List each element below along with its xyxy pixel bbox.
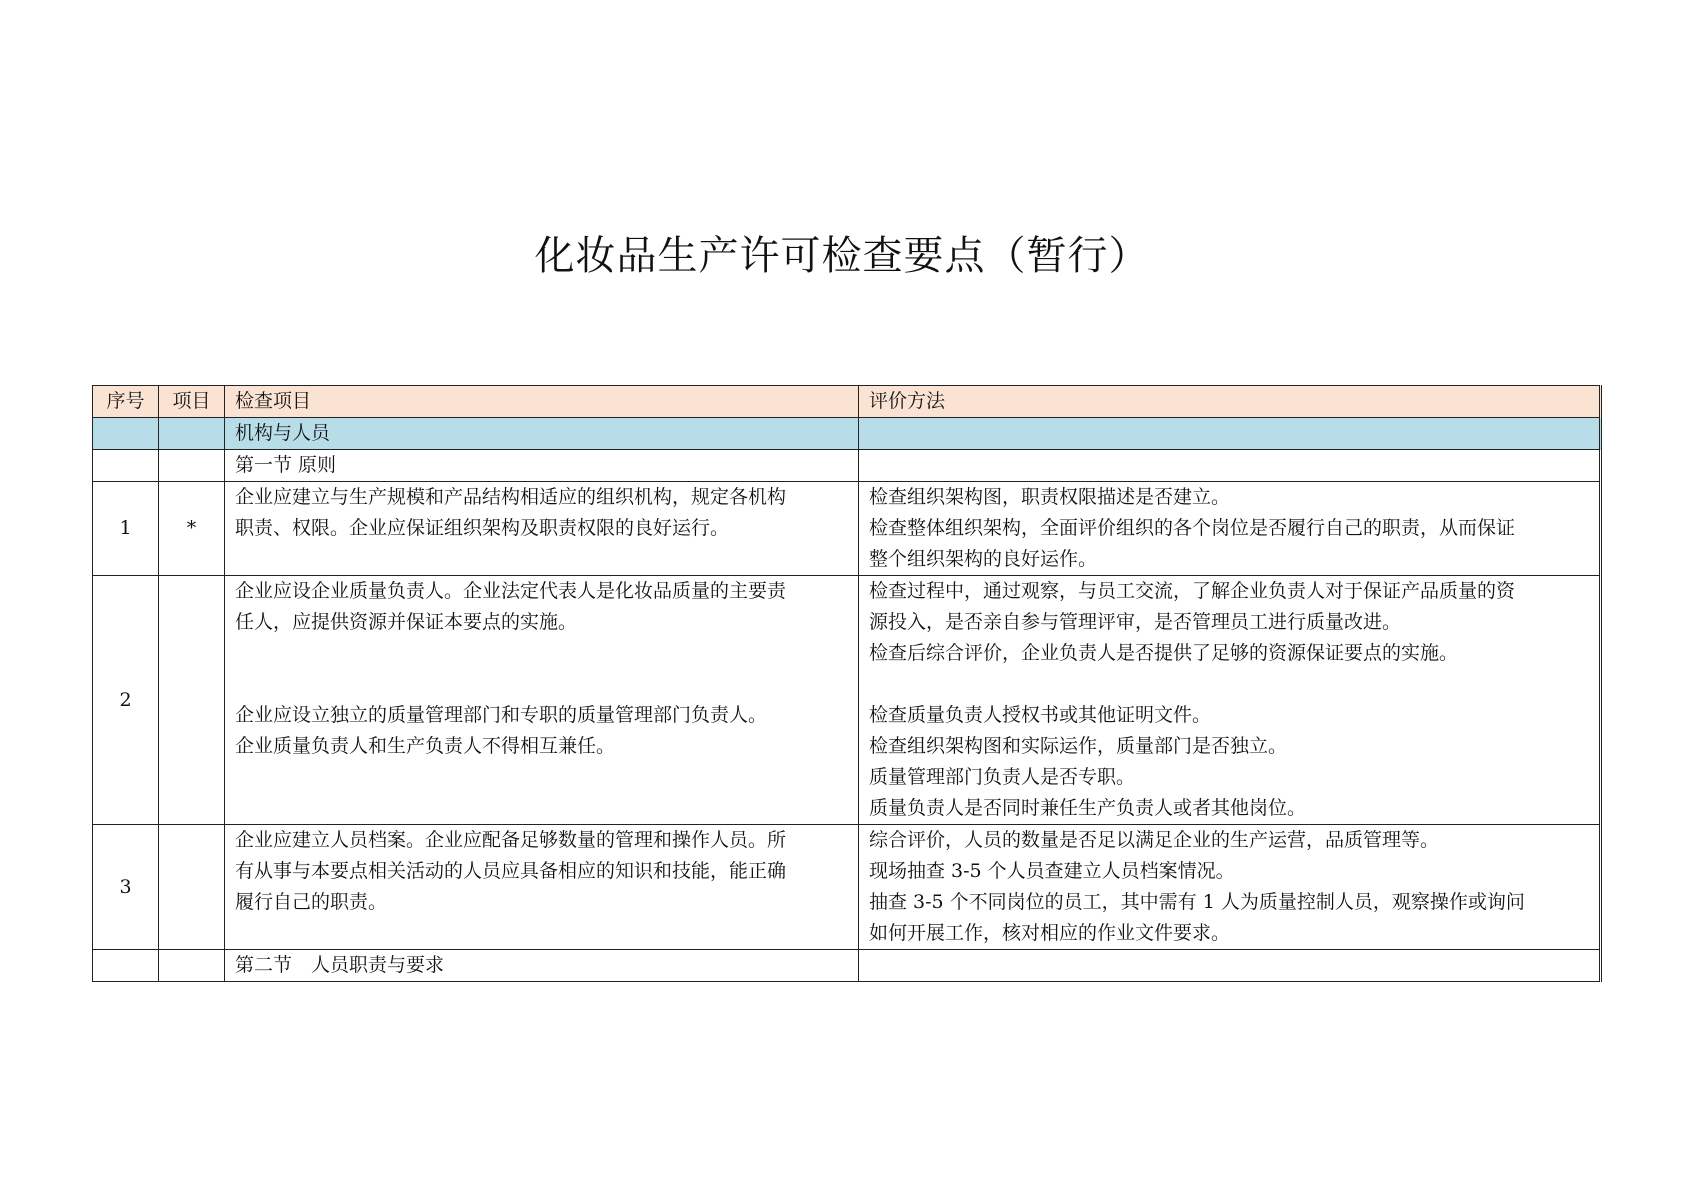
header-row	[93, 386, 1601, 418]
text-line: 有从事与本要点相关活动的人员应具备相应的知识和技能，能正确	[235, 860, 787, 882]
check-item-cell	[225, 576, 859, 825]
section-title: 第一节 原则	[225, 450, 859, 482]
section-cell-item	[159, 450, 225, 482]
check-item-cell	[225, 825, 859, 950]
header-item: 项目	[159, 386, 225, 418]
section-cell-seq	[93, 950, 159, 982]
section-cell-method	[859, 950, 1601, 982]
text-line: 企业应设企业质量负责人。企业法定代表人是化妆品质量的主要责	[235, 580, 787, 602]
text-line: 抽查 3-5 个不同岗位的员工，其中需有 1 人为质量控制人员，观察操作或询问	[869, 891, 1525, 913]
table-row	[93, 482, 1601, 576]
text-line: 检查组织架构图和实际运作，质量部门是否独立。	[869, 735, 1288, 757]
method-cell	[859, 825, 1601, 950]
table-row	[93, 576, 1601, 825]
spacer	[235, 638, 848, 669]
header-method: 评价方法	[859, 386, 1601, 418]
text-line: 综合评价，人员的数量是否足以满足企业的生产运营，品质管理等。	[869, 829, 1440, 851]
text-line: 检查过程中，通过观察，与员工交流，了解企业负责人对于保证产品质量的资	[869, 580, 1516, 602]
header-check: 检查项目	[225, 386, 859, 418]
chapter-cell-seq	[93, 418, 159, 450]
text-line: 履行自己的职责。	[235, 891, 388, 913]
section-row	[93, 950, 1601, 982]
section-cell-seq	[93, 450, 159, 482]
section-title: 第二节 人员职责与要求	[225, 950, 859, 982]
spacer	[869, 669, 1589, 700]
key-item-mark	[159, 825, 225, 950]
document-title: 化妆品生产许可检查要点（暂行）	[534, 233, 1150, 279]
chapter-title: 机构与人员	[225, 418, 859, 450]
text-line: 如何开展工作，核对相应的作业文件要求。	[869, 922, 1231, 944]
check-item-cell	[225, 482, 859, 576]
text-line: 源投入，是否亲自参与管理评审，是否管理员工进行质量改进。	[869, 611, 1402, 633]
chapter-cell-item	[159, 418, 225, 450]
text-line: 企业质量负责人和生产负责人不得相互兼任。	[235, 735, 616, 757]
text-line: 检查后综合评价，企业负责人是否提供了足够的资源保证要点的实施。	[869, 642, 1459, 664]
text-line: 检查组织架构图，职责权限描述是否建立。	[869, 486, 1231, 508]
section-row	[93, 450, 1601, 482]
text-line: 质量负责人是否同时兼任生产负责人或者其他岗位。	[869, 797, 1307, 819]
text-line: 检查整体组织架构，全面评价组织的各个岗位是否履行自己的职责，从而保证	[869, 517, 1516, 539]
chapter-row	[93, 418, 1601, 450]
key-item-mark	[159, 576, 225, 825]
table-row	[93, 825, 1601, 950]
header-seq: 序号	[93, 386, 159, 418]
row-number: 3	[93, 825, 159, 950]
key-item-mark: *	[159, 482, 225, 576]
method-cell	[859, 482, 1601, 576]
text-line: 现场抽查 3-5 个人员查建立人员档案情况。	[869, 860, 1235, 882]
row-number: 1	[93, 482, 159, 576]
row-number: 2	[93, 576, 159, 825]
text-line: 质量管理部门负责人是否专职。	[869, 766, 1136, 788]
chapter-cell-method	[859, 418, 1601, 450]
method-cell	[859, 576, 1601, 825]
text-line: 职责、权限。企业应保证组织架构及职责权限的良好运行。	[235, 517, 730, 539]
text-line: 任人，应提供资源并保证本要点的实施。	[235, 611, 578, 633]
text-line: 企业应设立独立的质量管理部门和专职的质量管理部门负责人。	[235, 704, 768, 726]
text-line: 检查质量负责人授权书或其他证明文件。	[869, 704, 1212, 726]
text-line: 企业应建立人员档案。企业应配备足够数量的管理和操作人员。所	[235, 829, 787, 851]
spacer	[235, 669, 848, 700]
section-cell-method	[859, 450, 1601, 482]
text-line: 企业应建立与生产规模和产品结构相适应的组织机构，规定各机构	[235, 486, 787, 508]
inspection-table	[92, 385, 1602, 982]
text-line: 整个组织架构的良好运作。	[869, 548, 1098, 570]
section-cell-item	[159, 950, 225, 982]
